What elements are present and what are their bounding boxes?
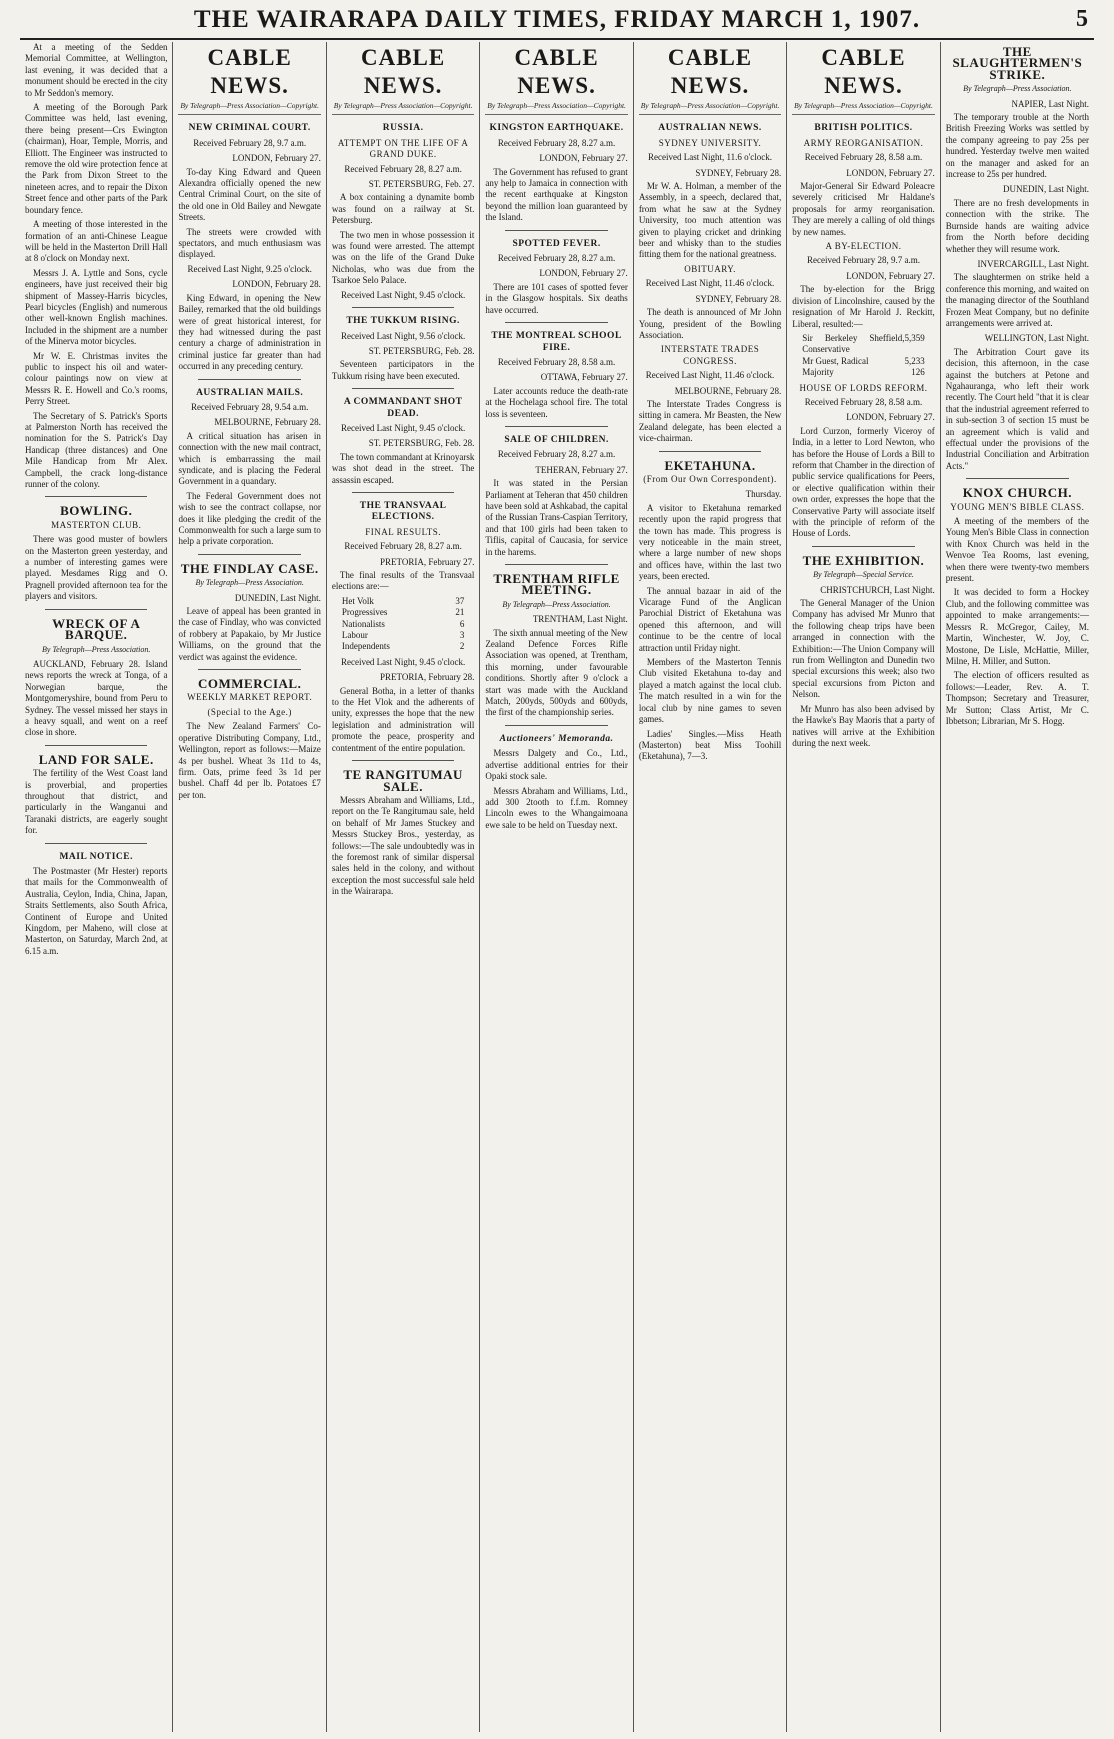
received-line: Received Last Night, 9.45 o'clock. bbox=[340, 422, 466, 433]
article-text: It was decided to form a Hockey Club, and the following committee was appointed to make arrangements:—Messrs R. McGregor, Cailey, M. Martin, Winchester, W. Joy, C. Mostone, De Lisle, McHattie, Miller, Milne, H. Miller, and Sutton. bbox=[945, 587, 1090, 666]
party-name: Nationalists bbox=[341, 618, 385, 629]
column-5 bbox=[634, 42, 787, 1732]
headline-spotted-fever: SPOTTED FEVER. bbox=[512, 238, 601, 249]
byline: By Telegraph—Press Association. bbox=[502, 599, 611, 609]
received-line: Received Last Night, 11.6 o'clock. bbox=[648, 152, 773, 163]
result-row bbox=[342, 596, 464, 607]
article-text: The streets were crowded with spectators, and much enthusiasm was displayed. bbox=[178, 226, 321, 260]
received-line: Received February 28, 8.58 a.m. bbox=[804, 396, 923, 407]
banner-byline: By Telegraph—Press Association—Copyright. bbox=[332, 100, 474, 115]
received-line: Received Last Night, 9.56 o'clock. bbox=[340, 330, 466, 341]
dateline: Thursday. bbox=[745, 489, 782, 500]
subhead-house-of-lords: HOUSE OF LORDS REFORM. bbox=[799, 382, 928, 393]
headline-knox-church: KNOX CHURCH. bbox=[962, 485, 1072, 501]
byline: By Telegraph—Press Association. bbox=[42, 644, 151, 654]
banner-byline: By Telegraph—Press Association—Copyright. bbox=[792, 100, 934, 115]
article-text: The slaughtermen on strike held a conference this morning, and waited on the managing director of the Southland Frozen Meat Company, but no definite arrangements were arrived at. bbox=[945, 272, 1090, 328]
subhead-masterton-club: MASTERTON CLUB. bbox=[51, 519, 142, 530]
headline-eketahuna: EKETAHUNA. bbox=[664, 457, 756, 473]
article-text: The two men in whose possession it was found were arrested. The attempt was on the life of the Grand Duke Nicholas, who was due from the Tsarkoe Selo Palace. bbox=[331, 229, 475, 286]
dateline: CHRISTCHURCH, Last Night. bbox=[820, 584, 935, 595]
party-name: Independents bbox=[341, 641, 390, 652]
received-line: Received February 28, 9.54 a.m. bbox=[190, 401, 309, 412]
divider bbox=[198, 379, 300, 380]
article-text: A box containing a dynamite bomb was found on a railway at St. Petersburg. bbox=[331, 192, 475, 226]
headline-bowling: BOWLING. bbox=[60, 503, 133, 519]
headline-auctioneers: Auctioneers' Memoranda. bbox=[499, 733, 614, 744]
divider bbox=[352, 492, 454, 493]
received-line: Received Last Night, 11.46 o'clock. bbox=[645, 278, 775, 289]
article-text: A meeting of the Borough Park Committee was held, last evening, there being present—Crs Ewington (chairman), Hoar, Temple, Morris, and Elliott. The Engineer was instructed to remove the old wire protection fence at the Park from Dixon Street to the nineteen acres, and to repair the Dixon Street fence and other parts of the Park boundary fence. bbox=[25, 102, 168, 215]
party-seats: 37 bbox=[455, 595, 465, 606]
article-text: The Postmaster (Mr Hester) reports that mails for the Commonwealth of Australia, Ceylon, India, China, Japan, Straits Settlements, also South Africa, Continent of Europe and United Kingdom, per Maheno, will close at Masterton, on Saturday, March 2nd, at 6.15 a.m. bbox=[25, 866, 168, 956]
dateline: ST. PETERSBURG, Feb. 27. bbox=[368, 179, 475, 190]
column-1 bbox=[20, 42, 173, 1732]
dateline: DUNEDIN, Last Night. bbox=[234, 592, 321, 603]
article-text: Mr W. E. Christmas invites the public to inspect his oil and water-colour paintings now on view at Messrs R. E. Howell and Co.'s rooms, Perry Street. bbox=[25, 350, 168, 407]
party-name: Progressives bbox=[341, 607, 388, 618]
result-row bbox=[342, 607, 464, 618]
byline: By Telegraph—Special Service. bbox=[813, 570, 914, 580]
divider bbox=[659, 451, 761, 452]
article-text: There was good muster of bowlers on the Masterton green yesterday, and a number of interesting games were played. Mesdames Rigg and O. Pragnell provided afternoon tea for the players and visitors. bbox=[25, 534, 168, 602]
article-text: Seventeen participators in the Tukkum rising have been executed. bbox=[331, 359, 475, 381]
article-text: King Edward, in opening the New Bailey, remarked that the old buildings were of great historical interest, for they had witnessed during the past century a charge of administration in criminal justice far greater than had occurred in any preceding century. bbox=[178, 292, 321, 372]
article-text: At a meeting of the Sedden Memorial Committee, at Wellington, last evening, it was decided that a monument should be erected in the city to Mr Seddon's memory. bbox=[25, 42, 168, 98]
dateline: LONDON, February 27. bbox=[846, 167, 935, 178]
column-7 bbox=[941, 42, 1094, 1732]
dateline: DUNEDIN, Last Night. bbox=[1003, 184, 1090, 195]
candidate-name: Sir Berkeley Sheffield, Conservative bbox=[802, 332, 905, 355]
dateline: PRETORIA, February 27. bbox=[380, 556, 475, 567]
dateline: INVERCARGILL, Last Night. bbox=[977, 258, 1090, 269]
headline-montreal-fire: THE MONTREAL SCHOOL FIRE. bbox=[491, 331, 622, 353]
article-text: The election of officers resulted as follows:—Leader, Rev. A. T. Thompson; Secretary and Treasurer, Mr Sutton; Class Artist, Mr C. Ibbetson; Librarian, Mr S. Hogg. bbox=[945, 670, 1090, 726]
divider bbox=[505, 322, 607, 323]
candidate-votes: 5,233 bbox=[904, 355, 925, 366]
article-text: The General Manager of the Union Company has advised Mr Munro that the following cheap trips have been arranged in connection with the Exhibition:—The Union Company will run from Wellington and Dunedin two special excursions this week; also two special excursions from Picton and Nelson. bbox=[792, 598, 935, 700]
received-line: Received February 28, 8.27 a.m. bbox=[344, 163, 462, 174]
byline: By Telegraph—Press Association. bbox=[195, 578, 304, 588]
subhead-obituary: OBITUARY. bbox=[684, 263, 736, 274]
subhead-army: ARMY REORGANISATION. bbox=[803, 137, 924, 148]
article-text: A critical situation has arisen in connection with the new mail contract, which is embarrassing the mail syndicate, and is placing the Federal Government in a quandary. bbox=[178, 430, 321, 487]
divider bbox=[812, 546, 914, 547]
article-text: The New Zealand Farmers' Co-operative Distributing Company, Ltd., Wellington, report as follows:—Maize 4s per bushel. Wheat 3s 11d to 4s, firm. Oats, prime feed 3s 1d per bushel. Chaff 4d per lb. Potatoes £7 per ton. bbox=[178, 721, 321, 800]
page-number: 5 bbox=[1076, 6, 1088, 32]
subhead-correspondent: (From Our Own Correspondent). bbox=[643, 473, 777, 484]
dateline: ST. PETERSBURG, Feb. 28. bbox=[368, 438, 475, 449]
article-text: Mr Munro has also been advised by the Hawke's Bay Maoris that a party of natives will arrive at the Exhibition during the next week. bbox=[792, 703, 935, 748]
subhead-special: (Special to the Age.) bbox=[207, 706, 292, 717]
divider bbox=[352, 307, 454, 308]
article-text: The Interstate Trades Congress is sitting in camera. Mr Beasten, the New Zealand delegate, has been elected a vice-chairman. bbox=[638, 398, 782, 444]
headline-transvaal: THE TRANSVAAL ELECTIONS. bbox=[359, 500, 447, 523]
divider bbox=[966, 478, 1069, 479]
headline-commercial: COMMERCIAL. bbox=[198, 676, 302, 692]
vote-row bbox=[802, 356, 924, 367]
election-results bbox=[342, 596, 464, 653]
dateline: LONDON, February 27. bbox=[846, 270, 935, 281]
article-text: The Arbitration Court gave its decision, this afternoon, in the case against the butchers at Petone and Ngahauranga, who left their work recently. The Court held "that it is clear that the industrial agreement referred to in sub-section 3 of section 15 must be an agreement which is valid and effectual under the provisions of the Industrial Conciliation and Arbitration Acts." bbox=[945, 346, 1090, 471]
article-text: Messrs Abraham and Williams, Ltd., report on the Te Rangitumau sale, held on behalf of Mr James Stuckey and Messrs Stuckey Bros., yesterday, as follows:—The sale undoubtedly was in the foremost rank of similar dispersal sales held in the colony, and without exception the most successful sale held in the Wairarapa. bbox=[331, 794, 475, 897]
article-text: A meeting of the members of the Young Men's Bible Class in connection with Knox Church was held in the Wenvoe Tea Rooms, last evening, when there were twenty-two members present. bbox=[945, 516, 1090, 584]
dateline: MELBOURNE, February 28. bbox=[214, 417, 321, 428]
cable-news-banner: CABLE NEWS. bbox=[667, 45, 753, 98]
party-name: Het Volk bbox=[341, 595, 374, 606]
headline-kingston: KINGSTON EARTHQUAKE. bbox=[489, 123, 624, 134]
column-4 bbox=[480, 42, 633, 1732]
article-text: Messrs Abraham and Williams, Ltd., add 300 2tooth to f.f.m. Romney Lincoln ewes to the Whangaimoana ewe sale to be held on Tuesday next. bbox=[485, 785, 628, 830]
dateline: TRENTHAM, Last Night. bbox=[532, 614, 628, 625]
received-line: Received Last Night, 9.45 o'clock. bbox=[340, 289, 466, 300]
received-line: Received February 28, 8.58 a.m. bbox=[804, 152, 923, 163]
received-line: Received February 28, 9.7 a.m. bbox=[807, 255, 920, 266]
dateline: ST. PETERSBURG, Feb. 28. bbox=[368, 345, 475, 356]
headline-australian-mails: AUSTRALIAN MAILS. bbox=[196, 387, 304, 398]
divider bbox=[45, 496, 147, 497]
columns bbox=[20, 42, 1094, 1732]
article-text: Ladies' Singles.—Miss Heath (Masterton) beat Miss Toohill (Eketahuna), 7—3. bbox=[638, 728, 782, 762]
article-text: Members of the Masterton Tennis Club visited Eketahuna to-day and played a match against the local club. The match resulted in a win for the local club by nine games to seven games. bbox=[638, 657, 782, 725]
masthead-title: THE WAIRARAPA DAILY TIMES, FRIDAY MARCH 1, 1907. bbox=[193, 6, 921, 33]
dateline: TEHERAN, February 27. bbox=[535, 464, 628, 475]
article-text: To-day King Edward and Queen Alexandra officially opened the new Central Criminal Court, on the site of the old one in Old Bailey and Newgate Streets. bbox=[178, 166, 321, 223]
dateline: LONDON, February 28. bbox=[232, 279, 321, 290]
received-line: Received February 28, 8.27 a.m. bbox=[344, 541, 462, 552]
candidate-votes: 5,359 bbox=[904, 332, 925, 343]
received-line: Received Last Night, 9.25 o'clock. bbox=[187, 263, 312, 274]
headline-findlay-case: THE FINDLAY CASE. bbox=[180, 560, 319, 576]
received-line: Received February 28, 8.27 a.m. bbox=[497, 137, 616, 148]
article-text: Lord Curzon, formerly Viceroy of India, in a letter to Lord Newton, who has before the House of Lords a Bill to reform that Chamber in the direction of public service qualifications for Peers, or elective qualification within their own order, expresses the hope that the Conservative Party will associate itself with the principle of reform of the House of Lords. bbox=[792, 425, 935, 539]
headline-land-for-sale: LAND FOR SALE. bbox=[38, 751, 154, 767]
article-text: There are 101 cases of spotted fever in the Glasgow hospitals. Six deaths have occurred. bbox=[485, 281, 628, 315]
article-text: Messrs J. A. Lyttle and Sons, cycle engineers, have just received their big shipment of Massey-Harris bicycles, Pearl bicycles (English) and numerous other well-known English machines. Included in the shipment are a number of the Minerva motor bicycles. bbox=[25, 267, 168, 347]
article-text: A meeting of those interested in the formation of an anti-Chinese League will be held in the Masterton Drill Hall at 8 o'clock on Monday next. bbox=[25, 219, 168, 264]
received-line: Received Last Night, 11.46 o'clock. bbox=[645, 370, 775, 381]
party-seats: 21 bbox=[455, 607, 465, 618]
subhead-market-report: WEEKLY MARKET REPORT. bbox=[187, 692, 313, 703]
majority-label: Majority bbox=[802, 367, 834, 378]
article-text: Major-General Sir Edward Poleacre severely criticised Mr Haldane's proposals for army reorganisation. They are merely a calling of old things by new names. bbox=[792, 181, 935, 237]
subhead-grand-duke: ATTEMPT ON THE LIFE OF A GRAND DUKE. bbox=[337, 137, 469, 160]
candidate-name: Mr Guest, Radical bbox=[802, 355, 869, 366]
subhead-sydney-university: SYDNEY UNIVERSITY. bbox=[658, 137, 762, 148]
received-line: Received February 28, 8.27 a.m. bbox=[497, 449, 616, 460]
divider bbox=[45, 745, 147, 746]
dateline: LONDON, February 27. bbox=[846, 412, 935, 423]
banner-byline: By Telegraph—Press Association—Copyright. bbox=[485, 100, 627, 115]
masthead bbox=[20, 2, 1094, 40]
dateline: LONDON, February 27. bbox=[539, 268, 628, 279]
byline: By Telegraph—Press Association. bbox=[963, 84, 1072, 94]
dateline: SYDNEY, February 28. bbox=[695, 293, 782, 304]
headline-british-politics: BRITISH POLITICS. bbox=[814, 123, 913, 134]
vote-row bbox=[802, 333, 924, 356]
dateline: MELBOURNE, February 28. bbox=[674, 385, 782, 396]
banner-byline: By Telegraph—Press Association—Copyright. bbox=[639, 100, 781, 115]
article-text: General Botha, in a letter of thanks to the Het Vlok and the adherents of unity, expresses the hope that the new legislation and administration will promote the peace, prosperity and contentment of the entire population. bbox=[331, 685, 475, 753]
result-row bbox=[342, 641, 464, 652]
headline-rangitumau: TE RANGITUMAU SALE. bbox=[343, 767, 463, 794]
article-text: There are no fresh developments in connection with the strike. The Burnside hands are waiting advice from the North before deciding whether they will resume work. bbox=[945, 197, 1090, 254]
headline-commandant: A COMMANDANT SHOT DEAD. bbox=[343, 397, 463, 419]
party-seats: 2 bbox=[459, 641, 465, 652]
cable-news-banner: CABLE NEWS. bbox=[821, 45, 906, 98]
article-text: Later accounts reduce the death-rate at the Hochelaga school fire. The total loss is seventeen. bbox=[485, 385, 628, 419]
headline-trentham: TRENTHAM RIFLE MEETING. bbox=[493, 571, 620, 598]
divider bbox=[352, 760, 454, 761]
headline-wreck: WRECK OF A BARQUE. bbox=[52, 615, 141, 643]
party-seats: 3 bbox=[459, 630, 465, 641]
banner-byline: By Telegraph—Press Association—Copyright. bbox=[178, 100, 320, 115]
headline-tukkum: THE TUKKUM RISING. bbox=[346, 316, 460, 327]
result-row bbox=[342, 619, 464, 630]
article-text: The town commandant at Krinoyarsk was shot dead in the street. The assassin escaped. bbox=[331, 451, 475, 485]
headline-exhibition: THE EXHIBITION. bbox=[802, 552, 925, 568]
received-line: Received February 28, 8.58 a.m. bbox=[497, 356, 616, 367]
subhead-trades-congress: INTERSTATE TRADES CONGRESS. bbox=[660, 344, 760, 366]
article-text: It was stated in the Persian Parliament at Teheran that 450 children have been sold at Ashkabad, the capital of the Russian Trans-Caspian Territory, and that 100 girls had been taken to Tiflis, capital of Caucasia, for service in the harems. bbox=[485, 478, 628, 557]
received-line: Received February 28, 8.27 a.m. bbox=[497, 253, 616, 264]
headline-criminal-court: NEW CRIMINAL COURT. bbox=[188, 123, 311, 134]
article-text: The Federal Government does not wish to see the contract collapse, nor does it like pledging the credit of the Commonwealth for such a large sum to help a private corporation. bbox=[178, 490, 321, 547]
divider bbox=[45, 843, 147, 844]
divider bbox=[352, 388, 454, 389]
divider bbox=[505, 230, 607, 231]
article-text: A visitor to Eketahuna remarked recently upon the rapid progress that the town has made. This progress is very noticeable in the main street, where a large number of new shops and offices have, within the last two years, been erected. bbox=[638, 502, 782, 582]
article-text: Messrs Dalgety and Co., Ltd., advertise additional entries for their Opaki stock sale. bbox=[485, 748, 628, 782]
result-row bbox=[342, 630, 464, 641]
subhead-bible-class: YOUNG MEN'S BIBLE CLASS. bbox=[950, 501, 1085, 512]
headline-sale-of-children: SALE OF CHILDREN. bbox=[504, 434, 609, 445]
article-text: The sixth annual meeting of the New Zealand Defence Forces Rifle Association was opened, at Trentham, this morning, under favourable conditions. Shortly after 9 o'clock a start was made with the Auckland Match, 200yds, 500yds and 600yds, the first of the championship series. bbox=[485, 627, 628, 718]
subhead-by-election: A BY-ELECTION. bbox=[825, 241, 902, 252]
cable-news-banner: CABLE NEWS. bbox=[514, 45, 599, 98]
cable-news-banner: CABLE NEWS. bbox=[207, 45, 292, 98]
article-text: The temporary trouble at the North British Freezing Works was settled by the company agreeing to pay 25s per hundred. Yesterday twelve men waited on the manager and asked for an increase to 25s per hundred. bbox=[945, 112, 1090, 180]
headline-slaughtermen-strike: THE SLAUGHTERMEN'S STRIKE. bbox=[952, 44, 1083, 82]
majority-votes: 126 bbox=[911, 367, 925, 378]
article-text: The fertility of the West Coast land is proverbial, and properties throughout that district, and particularly in the Wanganui and Taranaki districts, are eagerly sought for. bbox=[25, 768, 168, 836]
divider bbox=[198, 554, 300, 555]
article-text: The annual bazaar in aid of the Vicarage Fund of the Anglican Parochial District of Eketahuna was opened this afternoon, and will continue to be the centre of local attraction until Friday night. bbox=[638, 585, 782, 653]
party-name: Labour bbox=[341, 630, 368, 641]
divider bbox=[198, 669, 300, 670]
dateline: NAPIER, Last Night. bbox=[1011, 98, 1090, 109]
dateline: OTTAWA, February 27. bbox=[540, 372, 628, 383]
column-2 bbox=[173, 42, 326, 1732]
received-line: Received February 28, 9.7 a.m. bbox=[193, 137, 307, 148]
party-seats: 6 bbox=[459, 618, 465, 629]
headline-australian-news: AUSTRALIAN NEWS. bbox=[658, 123, 762, 134]
column-6 bbox=[787, 42, 940, 1732]
article-text: The by-election for the Brigg division of Lincolnshire, caused by the resignation of Mr Harold J. Reckitt, Liberal, resulted:— bbox=[792, 284, 935, 329]
headline-mail-notice: MAIL NOTICE. bbox=[59, 851, 134, 862]
article-text: The death is announced of Mr John Young, president of the Bowling Association. bbox=[638, 307, 782, 340]
article-text: Leave of appeal has been granted in the case of Findlay, who was convicted of robbery at Papakaio, by Mr Justice Williams, on the ground that the verdict was against the evidence. bbox=[178, 606, 321, 662]
article-text: AUCKLAND, February 28. Island news reports the wreck at Tonga, of a Norwegian barque, the Montgomeryshire, bound from Peru to Sydney. The vessel missed her stays in a heavy squall, and went on a reef close in shore. bbox=[25, 658, 168, 738]
dateline: LONDON, February 27. bbox=[539, 153, 628, 164]
subhead-final-results: FINAL RESULTS. bbox=[365, 526, 442, 537]
dateline: LONDON, February 27. bbox=[232, 153, 321, 164]
by-election-results bbox=[802, 333, 924, 379]
divider bbox=[505, 564, 607, 565]
cable-news-banner: CABLE NEWS. bbox=[361, 45, 446, 98]
dateline: PRETORIA, February 28. bbox=[380, 672, 475, 683]
divider bbox=[505, 725, 607, 726]
dateline: SYDNEY, February 28. bbox=[695, 167, 782, 178]
divider bbox=[505, 426, 607, 427]
column-3 bbox=[327, 42, 480, 1732]
divider bbox=[45, 609, 147, 610]
dateline: WELLINGTON, Last Night. bbox=[984, 333, 1090, 344]
article-text: The final results of the Transvaal elections are:— bbox=[331, 570, 475, 592]
article-text: Mr W. A. Holman, a member of the Assembly, in a speech, declared that, from what he saw at the Sydney University, too much attention was given to playing cricket and drinking beer and whisky than to the studies fitting them for the national greatness. bbox=[638, 181, 782, 260]
article-text: The Government has refused to grant any help to Jamaica in connection with the recent earthquake at Kingston beyond the million loan guaranteed by the Island. bbox=[485, 166, 628, 223]
vote-row bbox=[802, 367, 924, 378]
received-line: Received Last Night, 9.45 o'clock. bbox=[340, 656, 466, 667]
headline-russia: RUSSIA. bbox=[382, 123, 424, 134]
article-text: The Secretary of S. Patrick's Sports at Palmerston North has received the nomination for the S. Patrick's Day Handicap (three distances) and One Mile Handicap from Mr Alex. Campbell, the crack long-distance runner of the colony. bbox=[25, 410, 168, 490]
